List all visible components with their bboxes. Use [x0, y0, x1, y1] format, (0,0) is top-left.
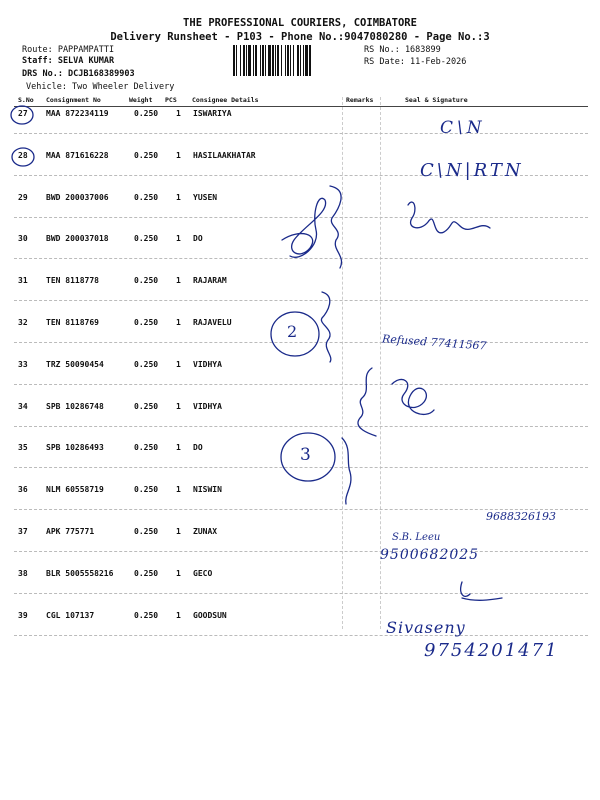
row-sno: 27	[18, 109, 28, 118]
row-consignment: TRZ 50090454	[46, 359, 104, 369]
row-pcs: 1	[176, 318, 181, 327]
row-consignment: NLM 60558719	[46, 485, 104, 495]
signature-vidhya	[392, 379, 434, 414]
circle-sno-28	[12, 148, 34, 166]
col-consignee: Consignee Details	[192, 96, 259, 104]
bracket-35	[342, 438, 351, 504]
row-consignee: GECO	[193, 568, 213, 578]
bracket-33-34	[358, 368, 376, 436]
row-sno: 31	[18, 276, 28, 286]
row-sno: 35	[18, 443, 28, 453]
row-consignment: TEN 8118778	[46, 276, 99, 286]
row-consignee: DO	[193, 443, 203, 453]
row-weight: 0.250	[134, 234, 159, 244]
row-consignee: ISWARIYA	[193, 109, 232, 118]
row-sno: 28	[18, 150, 28, 160]
signature-geco	[461, 582, 502, 600]
row-consignment: TEN 8118769	[46, 318, 99, 327]
handwriting-row28: C\N|RTN	[420, 160, 524, 181]
row-sno: 38	[18, 568, 28, 578]
company-title: THE PROFESSIONAL COURIERS, COIMBATORE	[183, 17, 417, 29]
runsheet-title: Delivery Runsheet - P103 - Phone No.:9047080280 - Page No.:3	[110, 31, 490, 43]
row-weight: 0.250	[134, 318, 159, 327]
row-consignee: RAJAVELU	[193, 318, 232, 327]
row-weight: 0.250	[134, 443, 159, 453]
row-consignee: RAJARAM	[193, 276, 227, 286]
bracket-31-32	[321, 292, 330, 362]
row-pcs: 1	[176, 359, 181, 369]
circle-3-label: 3	[300, 445, 311, 465]
row-pcs: 1	[176, 485, 181, 495]
col-remarks: Remarks	[346, 96, 374, 104]
row-pcs: 1	[176, 527, 181, 536]
handwriting-row39-name: Sivaseny	[386, 618, 466, 637]
signature-scribble-29	[282, 198, 326, 257]
row-consignment: APK 775771	[46, 527, 95, 536]
handwriting-row37-phone: 9500682025	[380, 547, 480, 563]
row-consignee: VIDHYA	[193, 401, 222, 411]
row-consignment: CGL 107137	[46, 610, 95, 620]
staff-label: Staff: SELVA KUMAR	[22, 56, 115, 66]
row-sno: 34	[18, 401, 28, 411]
row-weight: 0.250	[134, 527, 159, 536]
row-pcs: 1	[176, 568, 181, 578]
row-consignee: NISWIN	[193, 485, 222, 495]
route-label: Route: PAPPAMPATTI	[22, 45, 115, 55]
row-sno: 39	[18, 610, 28, 620]
signature-yusen	[408, 202, 490, 233]
row-pcs: 1	[176, 443, 181, 453]
row-weight: 0.250	[134, 150, 159, 160]
rs-date-label: RS Date: 11-Feb-2026	[364, 57, 467, 67]
row-consignment: BWD 200037006	[46, 192, 109, 202]
drs-label: DRS No.: DCJB168389903	[22, 69, 135, 79]
row-sno: 37	[18, 527, 28, 536]
row-consignee: HASILAAKHATAR	[193, 150, 256, 160]
row-consignment: BWD 200037018	[46, 234, 109, 244]
row-consignment: MAA 871616228	[46, 150, 109, 160]
col-consignment: Consignment No	[46, 96, 101, 104]
row-pcs: 1	[176, 150, 181, 160]
row-consignee: GOODSUN	[193, 610, 227, 620]
col-sno: S.No	[18, 96, 34, 104]
handwriting-row37-name: S.B. Leeu	[392, 532, 441, 543]
row-sno: 32	[18, 318, 28, 327]
row-weight: 0.250	[134, 568, 159, 578]
row-weight: 0.250	[134, 401, 159, 411]
row-pcs: 1	[176, 610, 181, 620]
row-consignment: SPB 10286493	[46, 443, 104, 453]
row-consignee: VIDHYA	[193, 359, 222, 369]
row-consignee: ZUNAX	[193, 527, 218, 536]
col-signature: Seal & Signature	[405, 96, 468, 104]
circle-2-label: 2	[287, 322, 298, 341]
row-pcs: 1	[176, 109, 181, 118]
handwriting-row36: 9688326193	[486, 510, 556, 523]
col-pcs: PCS	[165, 96, 177, 104]
row-sno: 36	[18, 485, 28, 495]
row-pcs: 1	[176, 276, 181, 286]
row-pcs: 1	[176, 192, 181, 202]
row-consignee: DO	[193, 234, 203, 244]
row-weight: 0.250	[134, 109, 159, 118]
row-weight: 0.250	[134, 610, 159, 620]
row-sno: 30	[18, 234, 28, 244]
row-consignment: MAA 872234119	[46, 109, 109, 118]
bracket-29-30	[330, 186, 342, 268]
row-consignment: SPB 10286748	[46, 401, 104, 411]
handwriting-refused: Refused 77411567	[381, 332, 487, 353]
handwriting-row39-phone: 9754201471	[424, 640, 559, 661]
row-sno: 33	[18, 359, 28, 369]
row-weight: 0.250	[134, 359, 159, 369]
row-weight: 0.250	[134, 276, 159, 286]
col-weight: Weight	[129, 96, 153, 104]
row-pcs: 1	[176, 234, 181, 244]
handwriting-row27: C\N	[440, 118, 486, 138]
row-pcs: 1	[176, 401, 181, 411]
row-consignee: YUSEN	[193, 192, 218, 202]
vehicle-label: Vehicle: Two Wheeler Delivery	[26, 82, 175, 92]
row-consignment: BLR 5005558216	[46, 568, 114, 578]
circle-sno-27	[11, 106, 33, 124]
row-weight: 0.250	[134, 485, 159, 495]
rs-no-label: RS No.: 1683899	[364, 45, 441, 55]
row-sno: 29	[18, 192, 28, 202]
row-weight: 0.250	[134, 192, 159, 202]
